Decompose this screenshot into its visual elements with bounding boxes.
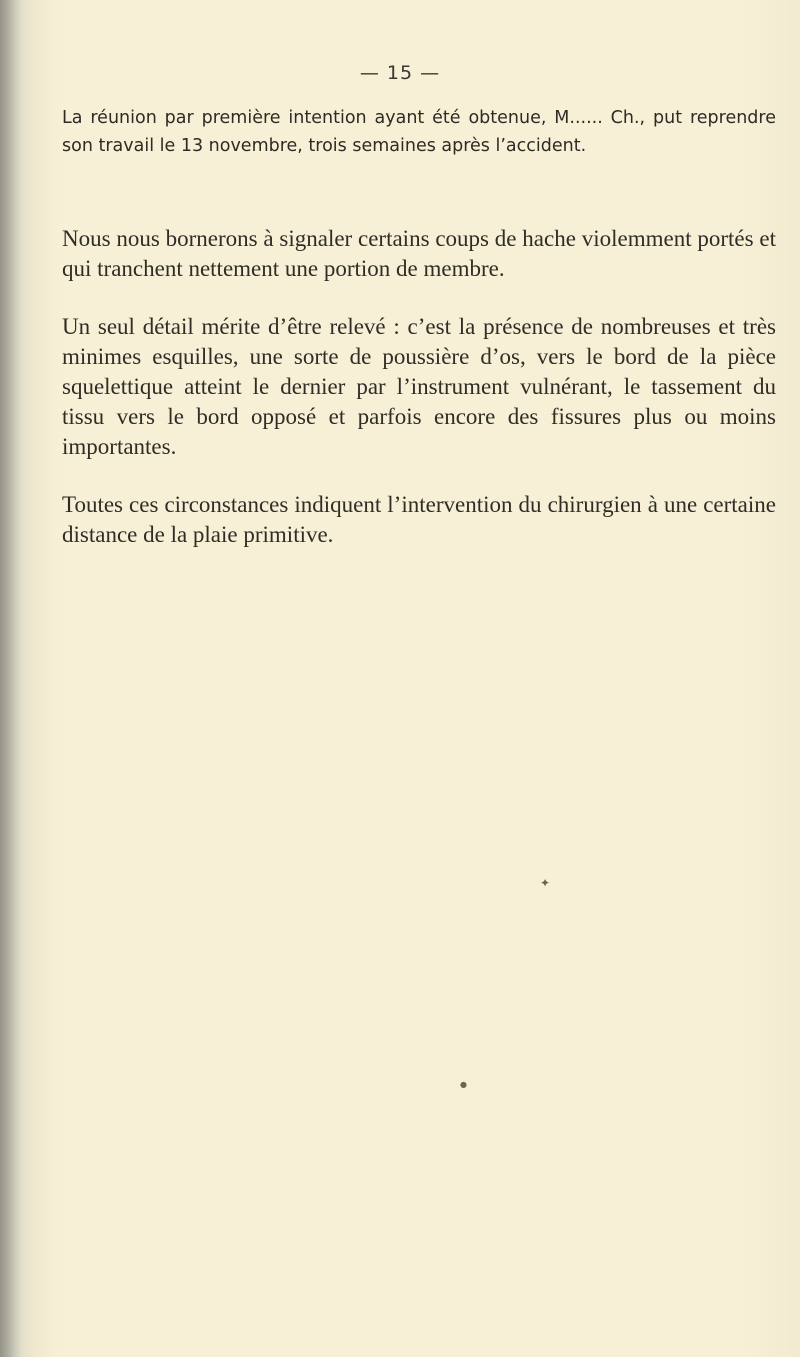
page-number: — 15 — bbox=[359, 62, 441, 84]
ink-speck: ● bbox=[460, 1080, 467, 1089]
binding-shadow bbox=[0, 0, 22, 1357]
paragraph-axe-blows: Nous nous bornerons à signaler certains coups de hache violemment portés et qui tranchent nettement une portion de membre. bbox=[62, 226, 776, 281]
ink-speck: ✦ bbox=[540, 876, 551, 890]
paragraph-bone-splinters: Un seul détail mérite d’être relevé : c’est la présence de nombreuses et très minimes esquilles, une sorte de poussière d’os, vers le bord de la pièce squelettique atteint le dernier par l’instrument vulnérant, le tassement du tissu vers le bord opposé et parfois encore des fissures plus ou moins importantes. bbox=[62, 314, 776, 459]
paragraph-surgeon-intervention: Toutes ces circonstances indiquent l’intervention du chirurgien à une certaine distance de la plaie primitive. bbox=[62, 492, 776, 547]
paragraph-recovery: La réunion par première intention ayant été obtenue, M...... Ch., put reprendre son travail le 13 novembre, trois semaines après l’accident. bbox=[62, 108, 776, 156]
